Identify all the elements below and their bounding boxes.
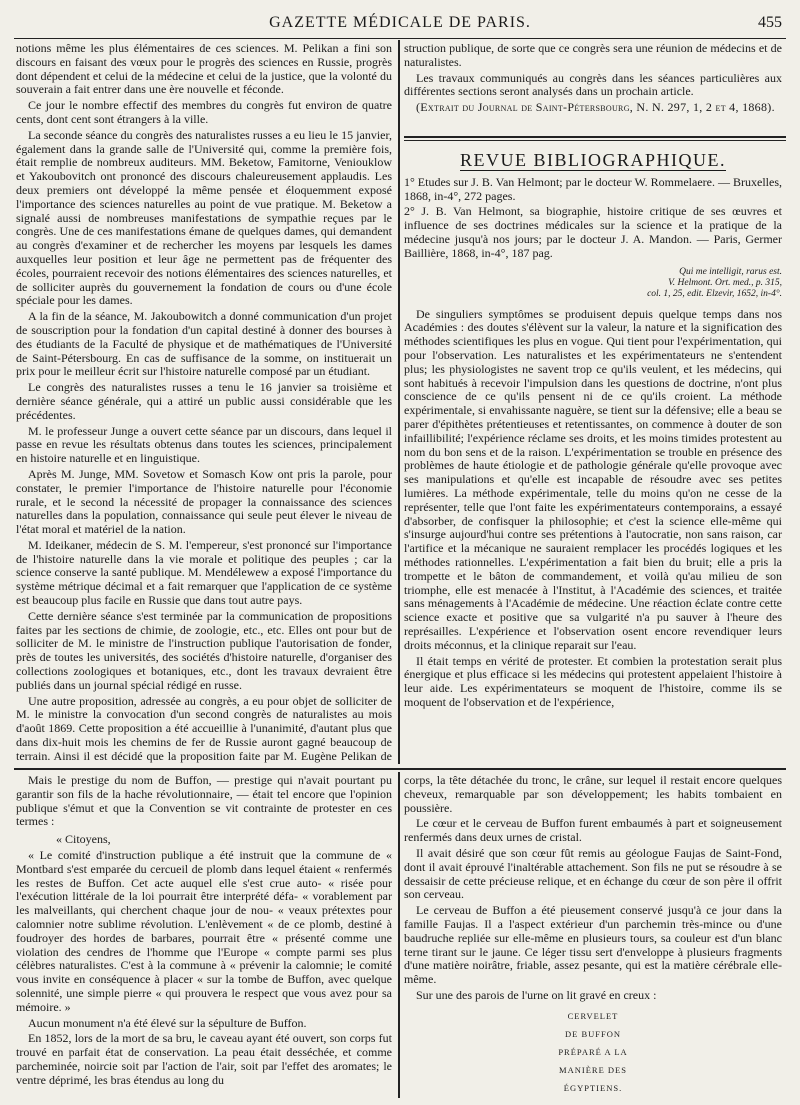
page-number: 455 <box>758 14 782 31</box>
paragraph: struction publique, de sorte que ce congrès sera une réunion de médecins et de naturalistes. <box>404 42 782 69</box>
paragraph: A la fin de la séance, M. Jakoubowitch a donné communication d'un projet de souscription pour la fondation d'un capital destiné à donner des bourses à des étudiants de la Faculté de physique et de mathématiques de l'Université de Saint-Pétersbourg. En cas de suffisance de la somme, on instituerait un prix pour le meilleur écrit sur l'histoire naturelle composé par un étudiant. <box>16 309 392 379</box>
section-divider <box>14 768 786 770</box>
section-title: REVUE BIBLIOGRAPHIQUE. <box>460 150 726 170</box>
page-header <box>14 6 786 39</box>
article-continuation <box>404 42 782 134</box>
bottom-column-divider <box>398 772 400 1098</box>
paragraph: La seconde séance du congrès des naturalistes russes a eu lieu le 15 janvier, également dans la grande salle de l'Université qui, comme la première fois, était remplie de nombreux auditeurs. MM. Beketow, Famitorne, Veniouklow et Yakoubovitch ont prononcé des discours chaleureusement applaudis. Les deux premiers ont développé la même pensée et éloquemment exposé l'importance des sciences naturelles au point de vue pratique. M. Beketow a signalé aussi de nombreuses manifestations de sympathie reçues par le congrès. Une de ces manifestations émane de quelques dames, qui demandent au congrès d'examiner et de rechercher les moyens par lesquels les dames auxquelles leur position et leur âge ne permettent pas de fréquenter des écoles, pourraient recevoir des notions élémentaires des sciences naturelles, et de solliciter auprès du gouvernement la fondation de cours ou d'une école spéciale pour les dames. <box>16 127 392 308</box>
article-left-column <box>16 42 392 764</box>
revue-rule-inner <box>404 140 786 141</box>
top-column-divider <box>398 40 400 764</box>
paragraph: Le cerveau de Buffon a été pieusement conservé jusqu'à ce jour dans la famille Faujas. Il a l'aspect extérieur d'un parchemin très-mince ou d'une baudruche repliée sur elle-même en plusieurs tours, sa couleur est d'un blanc terne tirant sur le jaune. Ce léger tissu sert d'enveloppe à plusieurs fragments d'une matière noirâtre, friable, assez pesante, qui est la matière cérébrale elle-même. <box>404 903 782 987</box>
paragraph: Cette dernière séance s'est terminée par la communication de propositions faites par les sections de chimie, de zoologie, etc., etc. Elles ont pour but de solliciter de M. le ministre de l'instruction publique l'autorisation de fonder, près de toutes les universités, des sociétés d'histoire naturelle, d'organiser des collections zoologiques et botaniques, etc., dont les travaux devraient être publiés dans un journal spécial rédigé en russe. <box>16 608 392 692</box>
salutation: « Citoyens, <box>56 832 111 847</box>
paragraph: Il avait désiré que son cœur fût remis au géologue Faujas de Saint-Fond, dont il avait éprouvé l'inaltérable attachement. Son fils ne put se résoudre à se dessaisir de cette précieuse relique, et en échange du cœur de son père il offrit son cerveau. <box>404 845 782 902</box>
buffon-left-column <box>16 774 392 1100</box>
paragraph: Le congrès des naturalistes russes a tenu le 16 janvier sa troisième et dernière séance générale, qui a attiré un public aussi considérable que les précédentes. <box>16 380 392 422</box>
paragraph: Les travaux communiqués au congrès dans les séances particulières aux différentes sections seront analysés dans un prochain article. <box>404 70 782 99</box>
paragraph: Le cœur et le cerveau de Buffon furent embaumés à part et soigneusement renfermés dans deux urnes de cristal. <box>404 816 782 845</box>
journal-title: GAZETTE MÉDICALE DE PARIS. <box>269 14 531 31</box>
buffon-right-column <box>404 774 782 1100</box>
convention-quote: « Le comité d'instruction publique a été instruit que la commune de « Montbard s'est emparée du cercueil de plomb dans lequel étaient « renfermés les restes de Buffon. Cet acte auquel elle s'est crue auto- « risée pour l'exécution littérale de la loi pourrait être interprété défa- « vorablement par les malveillants, qui cherchent chaque jour de nou- « veaux prétextes pour calomnier notre sublime révolution. L'enlèvement « de ce plomb, destiné à foudroyer des hordes de barbares, pourrait être « présenté comme une violation des cendres de l'homme que l'Europe « compte parmi ses plus célèbres naturalistes. C'est à la commune à « prévenir la calomnie; le comité vous invite en conséquence à placer « sur la tombe de Buffon, avec quelque solennité, une simple pierre « qui prouvera le respect que vous avez pour sa mémoire. » <box>16 847 392 1014</box>
paragraph: notions même les plus élémentaires de ces sciences. M. Pelikan a fini son discours en faisant des vœux pour le progrès des sciences en Russie, progrès dont dépendent et celui de la médecine et celui de la justice, que la volonté du souverain a fait entrer dans une ère nouvelle et féconde. <box>16 42 392 97</box>
paragraph: Après M. Junge, MM. Sovetow et Somasch Kow ont pris la parole, pour constater, le premier l'importance de l'histoire naturelle pour l'économie rurale, et le second la nécessité de propager la connaissance des sciences naturelles dans la population, connaissance qui seule peut élever le niveau de l'état moral et matériel de la nation. <box>16 466 392 537</box>
paragraph: Mais le prestige du nom de Buffon, — prestige qui n'avait pourtant pu garantir son fils de la hache révolutionnaire, — était tel encore que l'opinion publique s'émut et que la Convention se vit contrainte de protester en ces termes : <box>16 774 392 829</box>
source-citation: (Extrait du Journal de Saint-Pétersbourg, N. N. 297, 1, 2 et 4, 1868). <box>416 100 775 115</box>
urn-inscription <box>404 1007 782 1097</box>
inscription-line: PRÉPARÉ A LA <box>558 1046 628 1057</box>
paragraph: Il était temps en vérité de protester. Et combien la protestation serait plus énergique et plus efficace si les médecins qui protestent appelaient l'histoire à leur aide. Les expérimentateurs se moquent de l'histoire, comme ils se moquent de l'observation et de l'expérience, <box>404 653 782 709</box>
bibliography-item: 2° J. B. Van Helmont, sa biographie, histoire critique de ses œuvres et influence de ses doctrines médicales sur la science et la pratique de la médecine jusqu'à nos jours; par le docteur J. A. Mandon. — Paris, Germer Baillière, 1868, in-4°, 187 pag. <box>404 204 782 260</box>
revue-rule-top <box>404 136 786 138</box>
inscription-line: CERVELET <box>567 1010 619 1021</box>
paragraph: M. Ideikaner, médecin de S. M. l'empereur, s'est prononcé sur l'importance de l'histoire naturelle dans la vie morale et politique des peuples ; car la science conserve la santé publique. M. Mendélewew a exposé l'importance du système métrique décimal et a fait remarquer que l'application de ce système est beaucoup plus facile en Russie que dans tout autre pays. <box>16 537 392 608</box>
inscription-line: ÉGYPTIENS. <box>563 1082 623 1093</box>
epigraph-line: V. Helmont. Ort. med., p. 315, <box>668 277 782 288</box>
bibliography-item: 1° Etudes sur J. B. Van Helmont; par le docteur W. Rommelaere. — Bruxelles, 1868, in-4°, 272 pages. <box>404 174 782 203</box>
paragraph: Aucun monument n'a été élevé sur la sépulture de Buffon. <box>28 1015 307 1030</box>
paragraph: De singuliers symptômes se produisent depuis quelque temps dans nos Académies : des doutes s'élèvent sur la valeur, la nature et la signification des méthodes scientifiques les plus en vogue. Qui tient pour l'expérimentation, qui pour l'observation. Les naturalistes et les expérimentateurs ne s'entendent plus; les physiologistes ne savent trop ce qu'ils veulent, et les médecins, qui sont habitués à recevoir l'impulsion dans les questions de doctrine, n'ont plus conscience de ce qu'ils pensent ni de ce qu'ils croient. La méthode expérimentale, si envahissante naguère, se tient sur la défensive; elle a beau se parer d'épithètes prétentieuses et retentissantes, on commence à douter de son infaillibilité; l'expérience réclame ses droits, et les moins timides protestent au nom du bon sens et de la raison. L'expérimentation se trouble en présence des problèmes de haute étiologie et de pathologie générale qu'elle provoque avec ses manipulations et qu'elle est incapable de résoudre avec ses petites lumières. La méthode expérimentale, telle du moins qu'on ne cesse de la représenter, telle que l'ont faite les expérimentateurs contemporains, a essayé d'absorber, de confisquer la philosophie; et c'est la science elle-même qui s'insurge aujourd'hui contre ses prétentions à l'autocratie, non sans raison, car l'artifice et la mécanique ne sauraient remplacer les procédés logiques et les méthodes rationnelles. L'expérimentation a fait bien du bruit; elle a pris la trompette et le bâton de commandement, et voilà qu'au milieu de son triomphe, elle est menacée à l'Institut, à l'Académie des sciences, et traitée sans ménagements à l'Académie de médecine. Une réaction éclate contre cette science exacte et positive que sa vulgarité n'a pu sauver à l'heure des représailles. L'expérience et l'observation osent encore revendiquer leurs droits méconnus, et la clinique reparait sur l'eau. <box>404 306 782 652</box>
paragraph: M. le professeur Junge a ouvert cette séance par un discours, dans lequel il passe en revue les résultats obtenus dans toutes les sciences, principalement en histoire naturelle et en linguistique. <box>16 423 392 466</box>
paragraph: En 1852, lors de la mort de sa bru, le caveau ayant été ouvert, son corps fut trouvé en parfait état de conservation. La peau était desséchée, et comme parcheminée, noircie soit par l'action de l'air, soit par l'effet des aromates; le ventre déprimé, les bras étendus au long du <box>16 1031 392 1087</box>
inscription-line: DE BUFFON <box>565 1028 621 1039</box>
paragraph: Sur une des parois de l'urne on lit gravé en creux : <box>416 987 657 1002</box>
epigraph-line: Qui me intelligit, rarus est. <box>679 266 782 277</box>
paragraph: Ce jour le nombre effectif des membres du congrès fut environ de quatre cents, dont cent sont étrangers à la ville. <box>16 98 392 126</box>
epigraph <box>404 267 782 300</box>
paragraph: Une autre proposition, adressée au congrès, a eu pour objet de solliciter de M. le ministre la convocation d'un second congrès de naturalistes au mois d'août 1869. Cette proposition a été accueillie à l'unanimité, d'autant plus que dans dix-huit mois les chemins de fer de Russie auront gagné beaucoup de terrain. Ainsi il est décidé que la proposition faite par M. Eugène Pelikan de <box>16 693 392 763</box>
inscription-line: MANIÈRE DES <box>559 1064 627 1075</box>
epigraph-line: col. 1, 25, edit. Elzevir, 1652, in-4°. <box>647 288 782 299</box>
revue-bibliographique <box>404 146 782 764</box>
paragraph: corps, la tête détachée du tronc, le crâne, sur lequel il restait encore quelques cheveux, remarquable par son développement; les habits tombaient en poussière. <box>404 774 782 815</box>
